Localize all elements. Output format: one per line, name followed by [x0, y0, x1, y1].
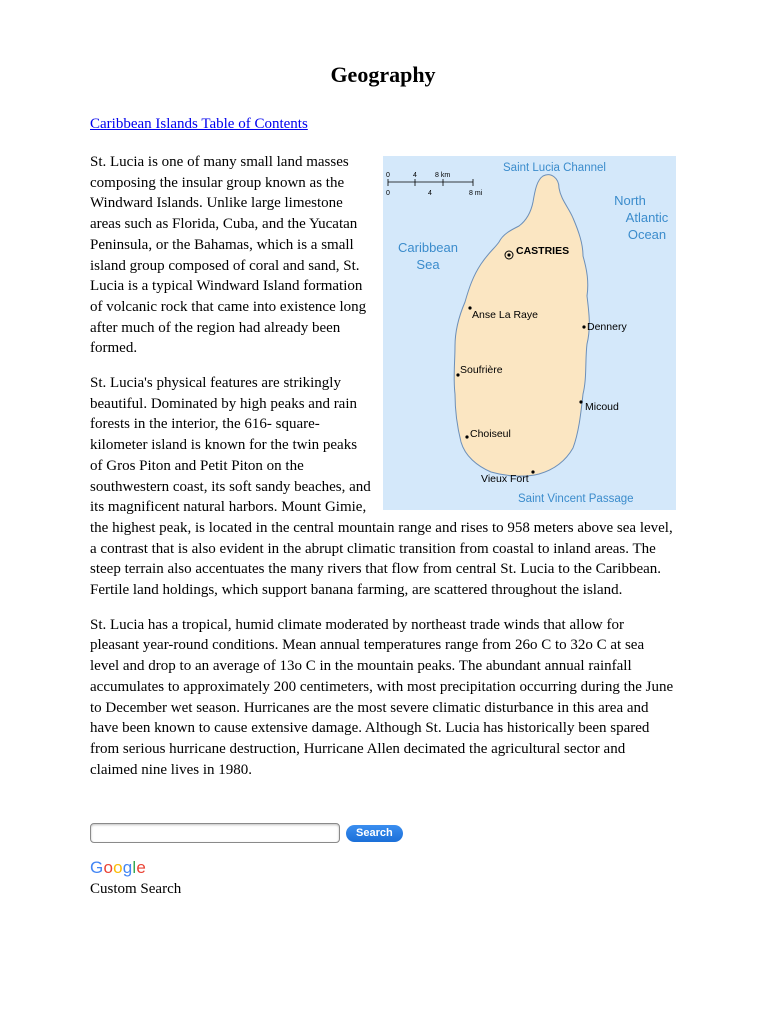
- svg-text:8 mi: 8 mi: [469, 190, 483, 197]
- custom-search-label: Custom Search: [90, 881, 182, 897]
- label-micoud: Micoud: [585, 401, 619, 413]
- google-logo: Google: [90, 858, 147, 877]
- label-saint-vincent-passage: Saint Vincent Passage: [518, 493, 634, 505]
- label-soufriere: Soufrière: [460, 364, 503, 376]
- saint-lucia-map: [383, 156, 676, 510]
- label-ocean-1: North: [614, 193, 646, 208]
- paragraph-3: St. Lucia has a tropical, humid climate moderated by northeast trade winds that allow for pleasant year-round conditions. Mean annual temperatures range from 26o C to 32o C at sea level and drop to an average of 13o C in the mountain peaks. The abundant annual rainfall accumulates to approximately 200 centimeters, with most precipitation occurring during the June to December wet season. Hurricanes are the most severe climatic disturbance in this area and have been known to cause extensive damage. Although St. Lucia has historically been spared from serious hurricane destruction, Hurricane Allen decimated the agricultural sector and claimed nine lives in 1980.: [90, 616, 674, 778]
- label-anse-la-raye: Anse La Raye: [472, 309, 538, 321]
- toc-link[interactable]: Caribbean Islands Table of Contents: [90, 116, 308, 132]
- paragraph-1: St. Lucia is one of many small land masses composing the insular group known as the Windward Islands. Unlike large limestone areas such as Florida, Cuba, and the Yucatan Peninsula, or the Bahamas, which is a small island group composed of coral and sand, St. Lucia is a typical Windward Island formation of volcanic rock that came into existence long after much of the region had already been formed.: [90, 154, 367, 357]
- label-sea-2: Sea: [416, 257, 440, 272]
- label-castries: CASTRIES: [516, 245, 570, 257]
- page-title: Geography: [330, 62, 436, 87]
- label-ocean-3: Ocean: [627, 227, 667, 242]
- label-ocean-2: Atlantic: [625, 210, 669, 225]
- svg-text:0: 0: [386, 190, 390, 197]
- label-vieux-fort: Vieux Fort: [481, 473, 529, 485]
- svg-text:4: 4: [413, 172, 417, 179]
- label-saint-lucia-channel: Saint Lucia Channel: [503, 162, 606, 174]
- paragraph-2: St. Lucia's physical features are strikingly beautiful. Dominated by high peaks and rain forests in the interior, the 616- square-kilometer island is known for the twin peaks of Gros Piton and Petit Piton on the southwestern coast, its soft sandy beaches, and its magnificent natural harbors. Mount Gimie, the highest peak, is located in the central mountain range and rises to 958 meters above sea level, a contrast that is also evident in the abrupt climatic transition from coastal to inland areas. The steep terrain also accentuates the many rivers that flow from central St. Lucia to the Caribbean. Fertile land holdings, which support banana farming, are scattered throughout the island.: [90, 375, 673, 599]
- label-dennery: Dennery: [587, 321, 627, 333]
- search-row: [90, 823, 403, 843]
- svg-text:8 km: 8 km: [435, 172, 451, 179]
- label-choiseul: Choiseul: [470, 428, 511, 440]
- search-button[interactable]: Search: [346, 825, 403, 842]
- svg-text:4: 4: [428, 190, 432, 197]
- article-content: [90, 152, 676, 794]
- svg-text:0: 0: [386, 172, 390, 179]
- label-sea-1: Caribbean: [398, 240, 458, 255]
- search-input[interactable]: [90, 823, 340, 843]
